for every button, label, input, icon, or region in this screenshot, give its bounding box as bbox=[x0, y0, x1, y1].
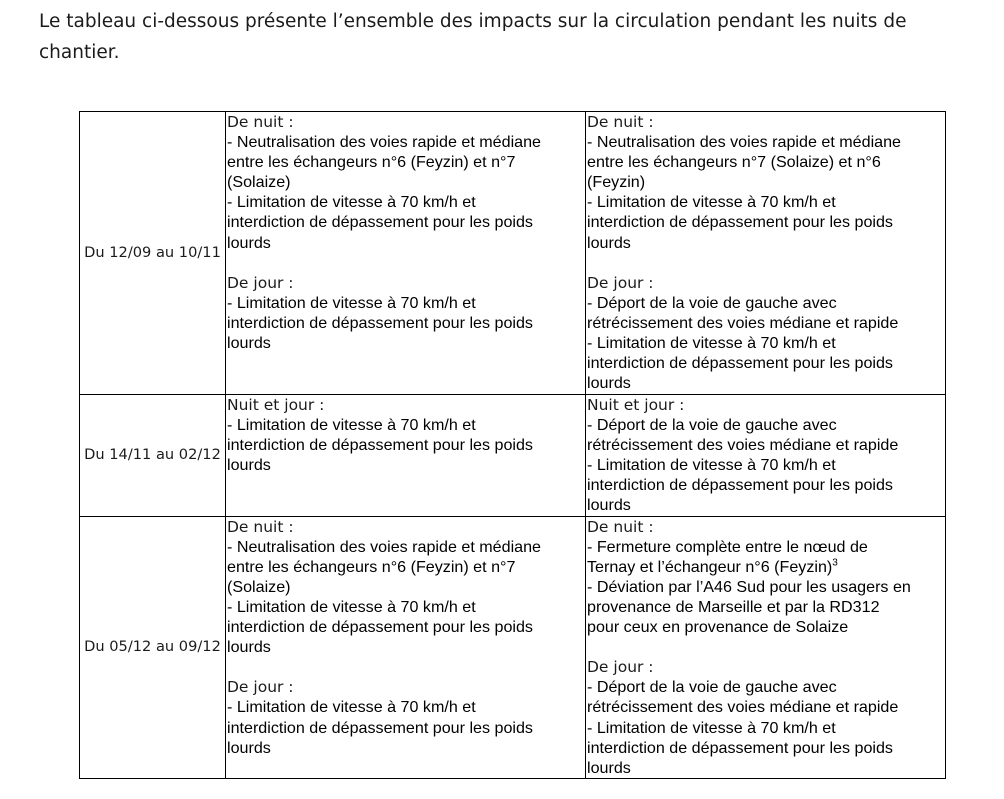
intro-line-1: Le tableau ci-dessous présente l’ensemble des impacts sur la circulation pendant les nuits de bbox=[39, 11, 907, 32]
impact-line: - Limitation de vitesse à 70 km/h et bbox=[227, 416, 476, 435]
table-row bbox=[80, 516, 946, 778]
impact-line: lourds bbox=[227, 456, 271, 475]
impact-line: lourds bbox=[227, 738, 271, 757]
impact-line: - Déport de la voie de gauche avec bbox=[587, 416, 837, 435]
impact-line: - Neutralisation des voies rapide et médiane bbox=[227, 537, 542, 556]
impact-line: entre les échangeurs n°6 (Feyzin) et n°7 bbox=[227, 557, 516, 576]
paragraph-gap bbox=[227, 657, 585, 677]
impact-cell-direction-2 bbox=[586, 112, 946, 395]
paragraph-gap bbox=[587, 253, 945, 273]
impact-line: - Limitation de vitesse à 70 km/h et bbox=[587, 334, 836, 353]
impact-line: - Neutralisation des voies rapide et médiane bbox=[227, 133, 542, 152]
impact-line: - Limitation de vitesse à 70 km/h et bbox=[587, 718, 836, 737]
impact-line: - Limitation de vitesse à 70 km/h et bbox=[227, 698, 476, 717]
impact-line: entre les échangeurs n°7 (Solaize) et n°6 bbox=[587, 153, 881, 172]
impact-line: interdiction de dépassement pour les poids bbox=[587, 213, 893, 232]
impact-line: lourds bbox=[587, 374, 631, 393]
intro-paragraph bbox=[39, 6, 1004, 68]
impact-line: interdiction de dépassement pour les poids bbox=[227, 618, 533, 637]
impact-line: lourds bbox=[587, 233, 631, 252]
impact-line: (Feyzin) bbox=[587, 173, 646, 192]
impact-line: - Déviation par l’A46 Sud pour les usagers en bbox=[587, 577, 911, 596]
impact-line bbox=[587, 557, 945, 577]
impact-line: - Neutralisation des voies rapide et médiane bbox=[587, 133, 902, 152]
impact-line: (Solaize) bbox=[227, 173, 291, 192]
impact-line: interdiction de dépassement pour les poids bbox=[587, 738, 893, 757]
impact-line: interdiction de dépassement pour les poids bbox=[227, 718, 533, 737]
impact-heading: De nuit : bbox=[587, 517, 654, 536]
impact-line: interdiction de dépassement pour les poids bbox=[227, 313, 533, 332]
period-cell: Du 05/12 au 09/12 bbox=[80, 516, 226, 778]
table-row bbox=[80, 112, 946, 395]
impact-cell-direction-2 bbox=[586, 516, 946, 778]
impact-heading: Nuit et jour : bbox=[587, 396, 685, 414]
impact-line: rétrécissement des voies médiane et rapide bbox=[587, 313, 899, 332]
impact-line: rétrécissement des voies médiane et rapide bbox=[587, 698, 899, 717]
impact-line: - Limitation de vitesse à 70 km/h et bbox=[227, 293, 476, 312]
impact-line: - Déport de la voie de gauche avec bbox=[587, 678, 837, 697]
impact-line: - Limitation de vitesse à 70 km/h et bbox=[227, 193, 476, 212]
impact-line: rétrécissement des voies médiane et rapide bbox=[587, 436, 899, 455]
impact-heading: De jour : bbox=[227, 678, 294, 697]
impact-line: lourds bbox=[227, 638, 271, 657]
period-cell: Du 14/11 au 02/12 bbox=[80, 395, 226, 517]
impact-cell-direction-1 bbox=[226, 395, 586, 517]
period-cell: Du 12/09 au 10/11 bbox=[80, 112, 226, 395]
impact-heading: De jour : bbox=[227, 273, 294, 292]
impact-line: lourds bbox=[227, 334, 271, 353]
impact-line: interdiction de dépassement pour les poids bbox=[227, 436, 533, 455]
impact-line: lourds bbox=[587, 496, 631, 515]
paragraph-gap bbox=[227, 253, 585, 273]
impact-heading: De nuit : bbox=[227, 113, 294, 131]
impact-heading: De jour : bbox=[587, 658, 654, 677]
impact-line: interdiction de dépassement pour les poids bbox=[227, 213, 533, 232]
impact-line: lourds bbox=[227, 233, 271, 252]
impact-line: interdiction de dépassement pour les poids bbox=[587, 354, 893, 373]
traffic-impacts-table bbox=[79, 111, 946, 779]
impact-line: - Limitation de vitesse à 70 km/h et bbox=[587, 193, 836, 212]
impact-line: - Déport de la voie de gauche avec bbox=[587, 293, 837, 312]
impact-line: - Limitation de vitesse à 70 km/h et bbox=[227, 597, 476, 616]
impact-heading: Nuit et jour : bbox=[227, 396, 325, 414]
footnote-marker: 3 bbox=[832, 557, 838, 569]
impact-cell-direction-2 bbox=[586, 395, 946, 517]
impact-heading: De nuit : bbox=[587, 113, 654, 131]
impact-heading: De jour : bbox=[587, 273, 654, 292]
impact-line: interdiction de dépassement pour les poids bbox=[587, 476, 893, 495]
impact-cell-direction-1 bbox=[226, 112, 586, 395]
impact-cell-direction-1 bbox=[226, 516, 586, 778]
impact-line: lourds bbox=[587, 758, 631, 777]
paragraph-gap bbox=[587, 637, 945, 657]
intro-line-2: chantier. bbox=[39, 42, 120, 63]
impact-line: - Limitation de vitesse à 70 km/h et bbox=[587, 456, 836, 475]
impact-heading: De nuit : bbox=[227, 517, 294, 536]
table-row bbox=[80, 395, 946, 517]
impact-line-text: Ternay et l’échangeur n°6 (Feyzin) bbox=[587, 557, 833, 576]
impact-line: (Solaize) bbox=[227, 577, 291, 596]
impact-line: - Fermeture complète entre le nœud de bbox=[587, 537, 868, 556]
impact-line: provenance de Marseille et par la RD312 bbox=[587, 597, 880, 616]
impact-line: entre les échangeurs n°6 (Feyzin) et n°7 bbox=[227, 153, 516, 172]
impact-line: pour ceux en provenance de Solaize bbox=[587, 618, 849, 637]
